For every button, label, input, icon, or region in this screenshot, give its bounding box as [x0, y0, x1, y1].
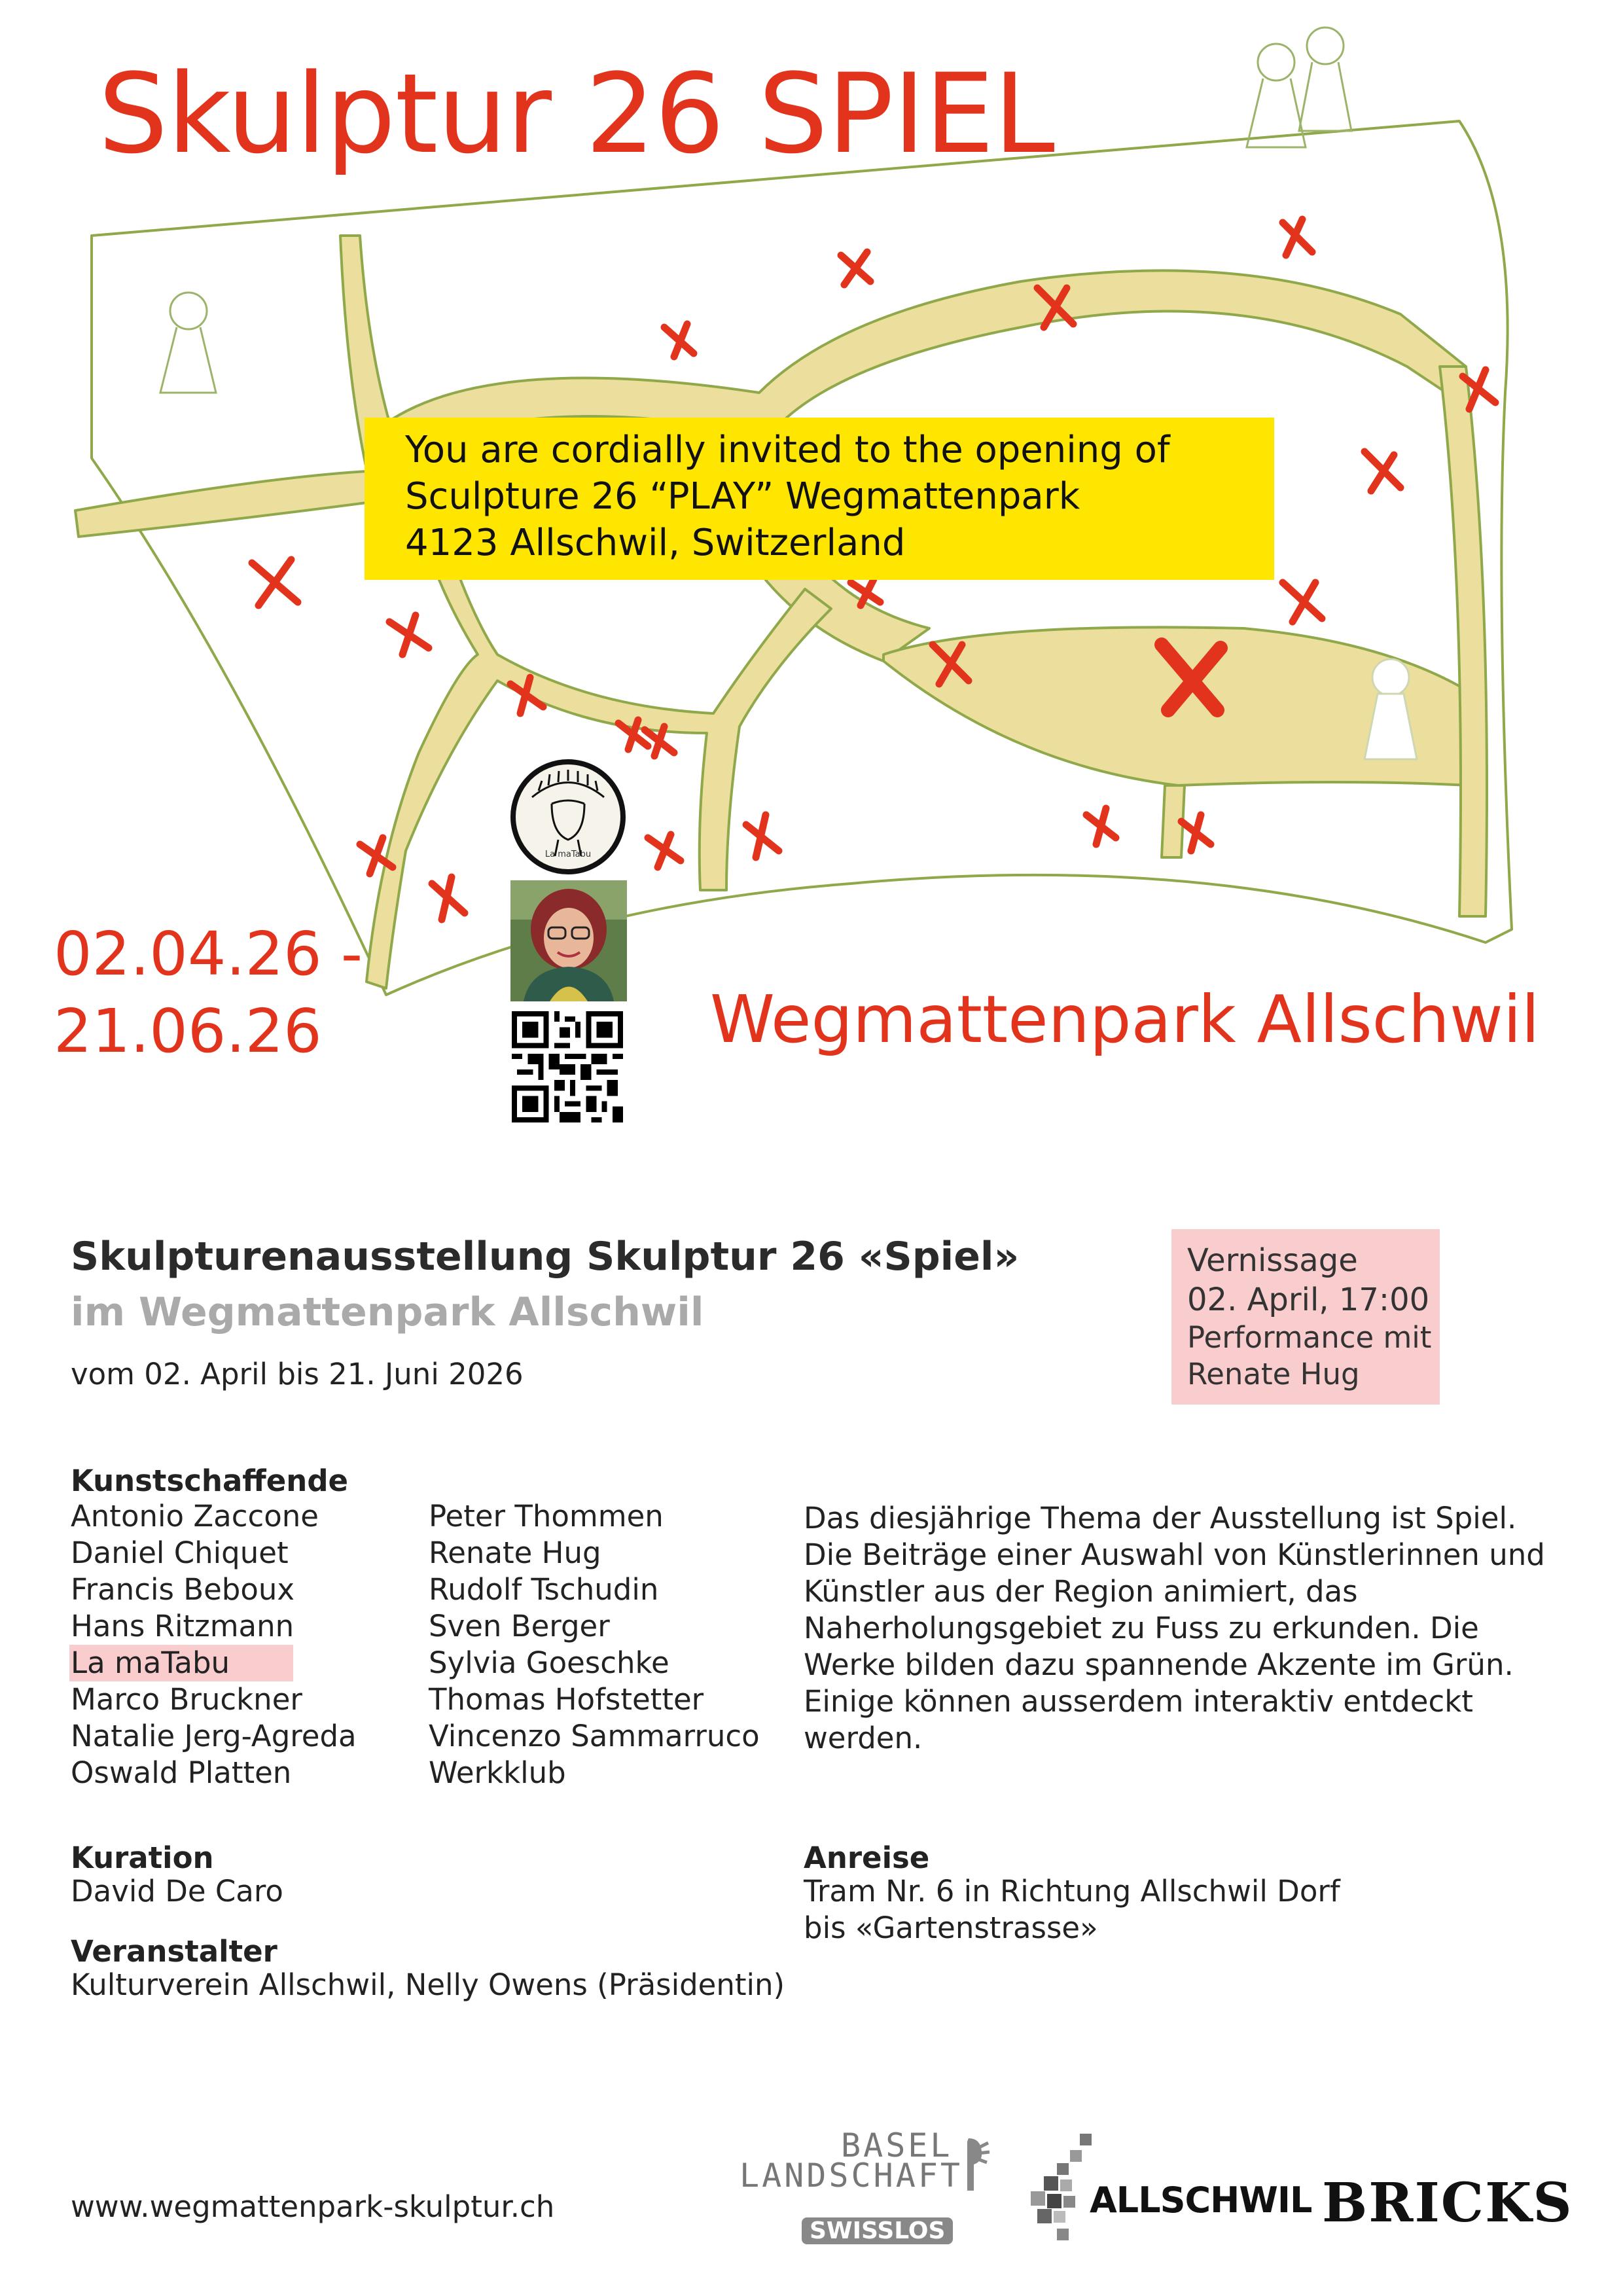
artists-column-2 [429, 1498, 760, 1791]
artist-portrait [510, 880, 627, 1001]
poster-title: Skulptur 26 SPIEL [98, 50, 1054, 178]
x-mark-icon [1086, 808, 1116, 844]
path-right-vertical [1440, 367, 1487, 916]
x-mark-icon [252, 560, 298, 605]
x-mark-icon [1364, 452, 1400, 491]
organizer-value: Kulturverein Allschwil, Nelly Owens (Präsidentin) [71, 1967, 785, 2002]
curation-label: Kuration [71, 1840, 214, 1875]
exhibition-subtitle: im Wegmattenpark Allschwil [71, 1289, 704, 1335]
artist-name: Rudolf Tschudin [429, 1572, 659, 1607]
vernissage-line1: Performance mit [1187, 1320, 1432, 1355]
organizer-label: Veranstalter [71, 1934, 277, 1969]
swisslos-logo: SWISSLOS [802, 2217, 953, 2244]
artist-name: Oswald Platten [71, 1755, 292, 1790]
logo-text: La maTabu [544, 850, 592, 859]
x-mark-icon [841, 252, 870, 285]
travel-line2: bis «Gartenstrasse» [804, 1910, 1098, 1945]
basel-text: BASEL [841, 2126, 953, 2164]
date-start: 02.04.26 - [54, 919, 363, 989]
artist-name-highlighted: La maTabu [69, 1645, 293, 1681]
allschwil-logo-icon [1031, 2134, 1096, 2251]
vernissage-box [1171, 1229, 1440, 1405]
exhibition-description [804, 1500, 1545, 1757]
description-line: Einige können ausserdem interaktiv entdeckt [804, 1684, 1473, 1719]
artist-name: Renate Hug [429, 1535, 601, 1570]
invite-line: You are cordially invited to the opening of [405, 429, 1170, 471]
x-mark-icon [664, 324, 694, 357]
x-mark-icon [1283, 583, 1322, 622]
artists-label: Kunstschaffende [71, 1463, 349, 1498]
qr-code-icon[interactable] [512, 1011, 623, 1122]
travel-label: Anreise [804, 1840, 930, 1875]
x-mark-icon [432, 877, 465, 920]
artist-name: Thomas Hofstetter [429, 1682, 704, 1717]
exhibition-dates: vom 02. April bis 21. Juni 2026 [71, 1357, 524, 1391]
description-line: Naherholungsgebiet zu Fuss zu erkunden. Die [804, 1611, 1479, 1645]
portrait-image [510, 880, 627, 1001]
artist-name: Marco Bruckner [71, 1682, 302, 1717]
x-mark-icon [648, 834, 681, 867]
game-piece-icon [1247, 44, 1306, 147]
artist-name: Daniel Chiquet [71, 1535, 289, 1570]
travel-line1: Tram Nr. 6 in Richtung Allschwil Dorf [804, 1874, 1340, 1909]
landschaft-text: LANDSCHAFT [740, 2157, 963, 2195]
vernissage-date: 02. April, 17:00 [1187, 1282, 1430, 1318]
artist-name: Antonio Zaccone [71, 1499, 319, 1534]
artist-name: Sven Berger [429, 1609, 610, 1643]
artist-name: Peter Thommen [429, 1499, 664, 1534]
exhibition-title: Skulpturenausstellung Skulptur 26 «Spiel» [71, 1234, 1020, 1280]
invite-line: 4123 Allschwil, Switzerland [405, 522, 906, 564]
artist-name: Sylvia Goeschke [429, 1645, 669, 1680]
x-mark-icon [389, 615, 429, 655]
artist-name: Hans Ritzmann [71, 1609, 294, 1643]
allschwil-logo-text: ALLSCHWIL [1090, 2179, 1312, 2221]
game-piece-icon [160, 293, 216, 393]
description-line: Werke bilden dazu spannende Akzente im Grün. [804, 1647, 1514, 1682]
park-name: Wegmattenpark Allschwil [710, 981, 1540, 1058]
artist-name: Werkklub [429, 1755, 566, 1790]
curation-value: David De Caro [71, 1874, 283, 1909]
date-end: 21.06.26 [54, 996, 322, 1066]
artist-name: Francis Beboux [71, 1572, 295, 1607]
game-piece-icon [1299, 27, 1351, 131]
x-mark-icon [746, 815, 779, 857]
bricks-logo: BRICKS [1322, 2172, 1573, 2234]
invitation-box [365, 418, 1274, 580]
la-matabu-logo [510, 759, 626, 874]
description-line: Das diesjährige Thema der Ausstellung ist Spiel. [804, 1501, 1517, 1535]
description-line: Die Beiträge einer Auswahl von Künstlerinnen und [804, 1537, 1545, 1572]
description-line: Künstler aus der Region animiert, das [804, 1574, 1358, 1609]
description-line: werden. [804, 1721, 923, 1755]
path-left [75, 471, 406, 537]
basel-landschaft-logo [740, 2126, 963, 2195]
vernissage-line2: Renate Hug [1187, 1357, 1360, 1391]
x-mark-icon [1181, 815, 1211, 851]
x-mark-icon [1283, 219, 1312, 255]
artist-name: Vincenzo Sammarruco [429, 1719, 760, 1753]
vernissage-label: Vernissage [1187, 1242, 1358, 1279]
invite-line: Sculpture 26 “PLAY” Wegmattenpark [405, 475, 1080, 518]
artists-column-1 [71, 1498, 357, 1791]
artist-name: Natalie Jerg-Agreda [71, 1719, 357, 1753]
website-link[interactable]: www.wegmattenpark-skulptur.ch [71, 2189, 555, 2224]
basel-crest-icon [954, 2135, 993, 2194]
